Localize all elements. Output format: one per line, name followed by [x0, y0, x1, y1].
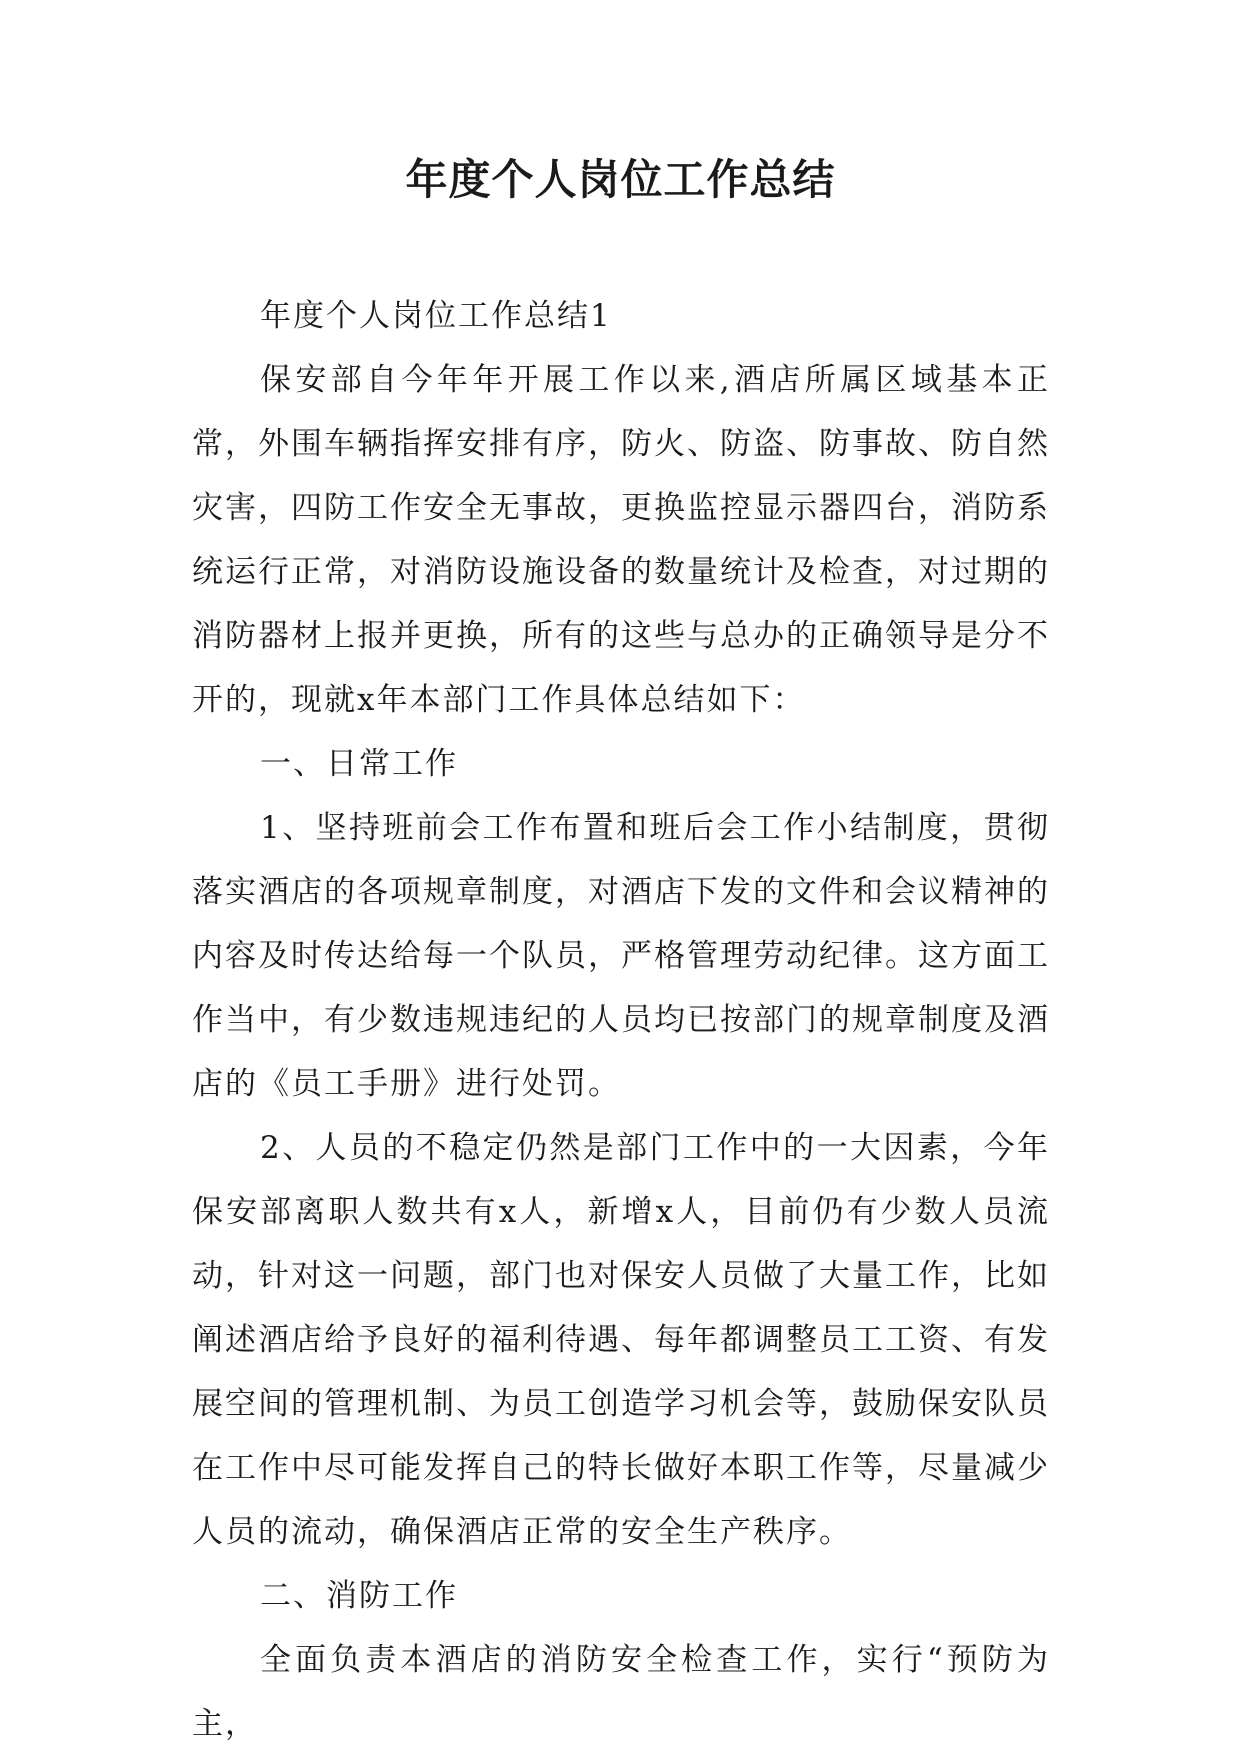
section-heading-fire-safety: 二、消防工作: [260, 1578, 458, 1614]
intro-paragraph: 保安部自今年年开展工作以来,酒店所属区域基本正常，外围车辆指挥安排有序，防火、防盗、防事故、防自然灾害，四防工作安全无事故，更换监控显示器四台，消防系统运行正常，对消防设施设备的数量统计及检查，对过期的消防器材上报并更换，所有的这些与总办的正确领导是分不开的，现就x年本部门工作具体总结如下：: [192, 362, 1050, 718]
fire-safety-paragraph: 全面负责本酒店的消防安全检查工作，实行“预防为主，: [192, 1642, 1050, 1742]
document-title: 年度个人岗位工作总结: [405, 155, 836, 204]
paragraph-item-1: 1、坚持班前会工作布置和班后会工作小结制度，贯彻落实酒店的各项规章制度，对酒店下发的文件和会议精神的内容及时传达给每一个队员，严格管理劳动纪律。这方面工作当中，有少数违规违纪的人员均已按部门的规章制度及酒店的《员工手册》进行处罚。: [192, 810, 1050, 1102]
section-heading-daily-work: 一、日常工作: [260, 746, 458, 782]
document-body: [192, 284, 1050, 1756]
paragraph-item-2: 2、人员的不稳定仍然是部门工作中的一大因素，今年保安部离职人数共有x人，新增x人，目前仍有少数人员流动，针对这一问题，部门也对保安人员做了大量工作，比如阐述酒店给予良好的福利待遇、每年都调整员工工资、有发展空间的管理机制、为员工创造学习机会等，鼓励保安队员在工作中尽可能发挥自己的特长做好本职工作等，尽量减少人员的流动，确保酒店正常的安全生产秩序。: [192, 1130, 1050, 1550]
section-subtitle: 年度个人岗位工作总结1: [260, 298, 612, 334]
